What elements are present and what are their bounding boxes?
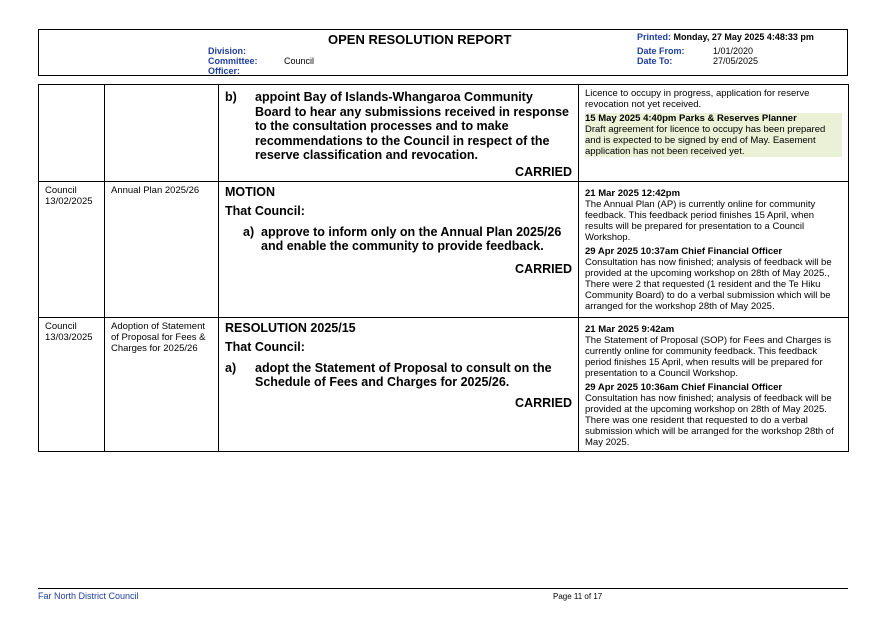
footer-org: Far North District Council [38,591,139,601]
report-title: OPEN RESOLUTION REPORT [328,32,512,47]
carried-label: CARRIED [515,261,572,276]
footer-divider [38,588,848,589]
report-header [38,29,848,76]
date-from-value: 1/01/2020 [713,46,754,56]
item-letter: a) [225,360,237,375]
resolution-cell [219,85,579,182]
date-from-label: Date From: [637,46,685,56]
resolution-item [225,225,572,254]
meeting-cell [39,181,105,317]
meeting-cell [39,317,105,451]
meeting-cell [39,85,105,182]
note-text: The Statement of Proposal (SOP) for Fees and Charges is currently online for community feedback. This feedback period finishes 15 April, when results will be prepared for presentation to a Council Workshop. [585,334,832,379]
note-heading: 15 May 2025 4:40pm Parks & Reserves Planner [585,113,842,124]
note-text: Licence to occupy in progress, application for reserve revocation not yet received. [585,88,810,110]
resolution-heading: RESOLUTION 2025/15 [225,320,356,335]
printed-value: Monday, 27 May 2025 4:48:33 pm [673,32,814,42]
meeting-name: Council [45,320,77,332]
notes-cell [579,317,849,451]
meeting-date: 13/02/2025 [45,195,93,207]
notes-cell [579,85,849,182]
resolution-heading: MOTION [225,184,275,199]
page-number: Page 11 of 17 [553,592,603,601]
officer-label: Officer: [208,66,241,76]
committee-label: Committee: [208,56,258,66]
table-row [39,85,849,182]
note-text: Draft agreement for licence to occupy has been prepared and is expected to be signed by end of May. Easement application has not been received yet. [585,124,842,157]
subject-cell [105,85,219,182]
item-text: appoint Bay of Islands-Whangaroa Community Board to hear any submissions received in response to the consultation processes and to make recommendations to the Council in respect of the reserve classification and revocation. [255,90,569,162]
date-to-value: 27/05/2025 [713,56,759,66]
that-council-label: That Council: [225,203,305,218]
carried-label: CARRIED [515,164,572,179]
note-heading: 21 Mar 2025 9:42am [585,323,675,335]
note-heading: 29 Apr 2025 10:36am Chief Financial Officer [585,381,783,393]
item-text: adopt the Statement of Proposal to consult on the Schedule of Fees and Charges for 2025/26. [255,360,552,389]
note-text: The Annual Plan (AP) is currently online for community feedback. This feedback period finishes 15 April, when results will be prepared for presentation to a Council Workshop. [585,198,816,243]
printed-label: Printed: [637,32,672,42]
that-council-label: That Council: [225,339,305,354]
printed-stamp [637,32,814,42]
item-text: approve to inform only on the Annual Plan 2025/26 and enable the community to provide feedback. [261,224,562,253]
carried-label: CARRIED [515,395,572,410]
resolution-item [225,90,572,163]
table-row [39,317,849,451]
note-text: Consultation has now finished; analysis of feedback will be provided at the upcoming workshop on 28th of May 2025., There were 2 that requested (1 resident and the Te Hiku Community Board) to do a verbal submission which will be arranged for the workshop 28th of May 2025. [585,256,832,312]
note-heading: 21 Mar 2025 12:42pm [585,187,681,199]
meeting-date: 13/03/2025 [45,331,93,343]
division-label: Division: [208,46,247,56]
subject-cell: Annual Plan 2025/26 [105,181,219,317]
item-letter: b) [225,90,237,104]
resolution-table [38,84,849,452]
notes-cell [579,181,849,317]
date-to-label: Date To: [637,56,673,66]
note-text: Consultation has now finished; analysis of feedback will be provided at the upcoming workshop on 28th of May 2025. There was one resident that requested to do a verbal submission which will be arranged for the workshop 28th of May 2025. [585,392,834,448]
table-row [39,181,849,317]
subject-cell: Adoption of Statement of Proposal for Fees & Charges for 2025/26 [105,317,219,451]
resolution-cell [219,181,579,317]
meeting-name: Council [45,184,77,196]
resolution-cell [219,317,579,451]
item-letter: a) [243,224,255,239]
note-heading: 29 Apr 2025 10:37am Chief Financial Officer [585,245,783,257]
resolution-item [225,361,572,390]
committee-value: Council [284,56,315,66]
